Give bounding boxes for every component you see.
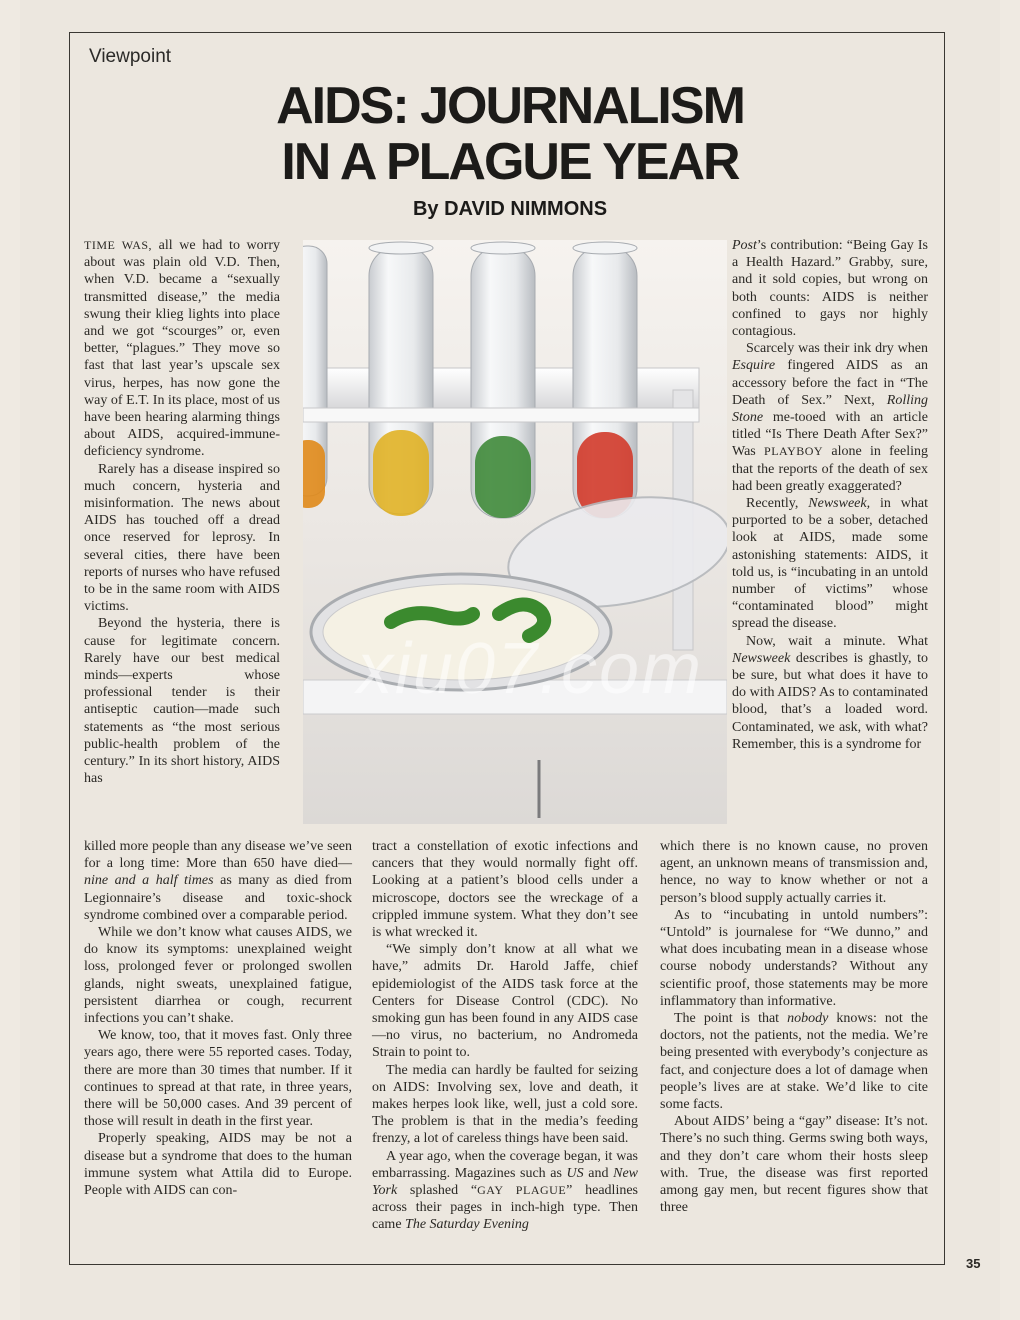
paragraph: The media can hardly be faulted for seizing on AIDS: Involving sex, love and death, it makes herpes look like, well, just a cold sore. The problem is that in the media’s feeding frenzy, a lot of careless things have been said. [372,1062,638,1147]
paragraph [732,495,928,633]
test-tube-green [471,242,535,518]
paragraph: While we don’t know what causes AIDS, we do know its symptoms: unexplained weight loss, prolonged fever or prolonged swollen glands, night sweats, unexplained fatigue, persistent diarrhea or cough, recurrent infections you can’t shake. [84,925,352,1027]
paragraph: About AIDS’ being a “gay” disease: It’s not. There’s no such thing. Germs swing both ways, and they don’t care whom their hosts sleep with. True, the disease was first reported among gay men, but recent figures show that three [660,1114,928,1216]
lead-in: TIME WAS, [84,238,153,252]
paragraph [84,237,280,461]
article-column-2 [84,838,352,1199]
paragraph-text: all we had to worry about was plain old V.D. Then, when V.D. became a “sexually transmitted disease,” the media swung their klieg lights into place and we got “scourges” or, even better, “plagues.” They move so fast that last year’s upscale sex virus, herpes, has now gone the way of E.T. In its place, most of us have been hearing alarming things about AIDS, acquired-immune-deficiency syndrome. [84,238,280,460]
emphasis: nine and a half times [84,873,214,889]
text: knows: not the doctors, not the patients, not the media. We’re being presented with everybody’s conjecture as fact, and conjecture does a lot of damage when people’s lives are at stake. We’d like to cite some facts. [660,1011,928,1113]
text: in what purported to be a sober, detached look at AIDS, made some astonishing statements: AIDS, it told us, is “incubating in an untold number of victims” whose “contaminated blood” might spread the disease. [732,496,928,632]
text: describes is ghastly, to be sure, but what does it have to do with AIDS? As to contaminated blood, that’s a loaded word. Contaminated, we ask, with what? Remember, this is a syndrome for [732,650,928,752]
test-tube-orange [303,246,327,508]
magazine-title: New York [372,1165,638,1199]
culture-growth [391,613,473,622]
article-column-3 [372,838,638,1234]
text: Now, wait a minute. What [746,633,928,649]
paragraph: We know, too, that it moves fast. Only three years ago, there were 55 reported cases. Today, there are more than 30 times that number. If it continues to spread at that rate, in three years, there will be 50,000 cases. And 39 percent of those will result in death in the first year. [84,1028,352,1130]
paragraph: tract a constellation of exotic infections and cancers that they would normally fight off. Looking at a patient’s blood cells under a microscope, doctors see the wreckage of a crippled immune system. What they don’t see is what wrecked it. [372,839,638,941]
paragraph: Rarely has a disease inspired so much concern, hysteria and misinformation. The news about AIDS has touched off a dread once reserved for leprosy. In several cities, there have been reports of nurses who have refused to be in the same room with AIDS victims. [84,461,280,615]
paragraph: “We simply don’t know at all what we have,” admits Dr. Harold Jaffe, chief epidemiologist of the AIDS task force at the Centers for Disease Control (CDC). No smoking gun has been found in any AIDS case—no virus, no bacterium, no Andromeda Strain to point to. [372,942,638,1061]
magazine-title: Newsweek, [808,496,871,512]
text: ” headlines across their pages in inch-high type. Then came [372,1183,638,1233]
magazine-title: Esquire [732,358,776,374]
headline [140,78,880,190]
paragraph: As to “incubating in untold numbers”: “Untold” is journalese for “We dunno,” and what does incubating mean in a disease whose course nobody understands? Without any scientific proof, those statements may be more inflammatory than informative. [660,907,928,1009]
headline-line-1: AIDS: JOURNALISM [276,77,744,135]
text: and [583,1165,614,1181]
paragraph [660,1010,928,1113]
paragraph: Properly speaking, AIDS may be not a disease but a syndrome that does to the human immune system what Attila did to Europe. People with AIDS can con- [84,1131,352,1199]
text: alone in feeling that the reports of the death of sex had been greatly exaggerated? [732,444,928,494]
page-number: 35 [966,1256,981,1271]
section-label: Viewpoint [89,46,172,67]
text: as many as died from Legionnaire’s disease and toxic-shock syndrome combined over a comparable period. [84,873,352,923]
rack-front-rail [303,408,699,422]
test-tube-red [573,242,637,518]
magazine-title: US [566,1165,584,1181]
paragraph-text: ’s contribution: “Being Gay Is a Health Hazard.” Grabby, sure, and it sold copies, but wrong on both counts: AIDS is neither confined to gays nor highly contagious. [732,238,928,340]
test-tube-yellow [369,242,433,516]
magazine-title: Newsweek [732,650,791,666]
text: splashed “ [397,1183,478,1199]
headline-quote: GAY PLAGUE [477,1183,567,1198]
paragraph [372,1148,638,1234]
text: killed more people than any disease we’ve seen for a long time: More than 650 have died— [84,839,352,872]
text: Recently, [746,496,809,512]
text: me-tooed with an article titled “Is There Death After Sex?” Was [732,410,928,460]
text: A year ago, when the coverage began, it was embarrassing. Magazines such as [372,1148,638,1181]
magazine-title: Post [732,238,757,253]
text: The point is that [674,1011,788,1027]
test-tube-illustration [303,240,727,824]
paragraph: Beyond the hysteria, there is cause for legitimate concern. Rarely have our best medical minds—experts whose professional tender is their antiseptic caution—made such statements as “the most serious public-health problem of the century.” In its short history, AIDS has [84,616,280,787]
magazine-title: PLAYBOY [764,444,824,459]
paragraph [732,340,928,495]
byline: By DAVID NIMMONS [412,198,608,220]
magazine-title: Rolling Stone [732,392,928,426]
text: fingered AIDS as an accessory before the fact in “The Death of Sex.” Next, [732,358,928,408]
headline-line-2: IN A PLAGUE YEAR [281,133,739,191]
magazine-title: The Saturday Evening [405,1217,529,1233]
paragraph [84,838,352,924]
text: Scarcely was their ink dry when [746,341,928,357]
paragraph: which there is no known cause, no proven agent, an unknown means of transmission and, hence, no way to know whether or not a person’s blood supply actually carries it. [660,839,928,906]
watermark: xiu07.com [356,629,704,709]
emphasis: nobody [787,1011,829,1027]
paragraph [732,237,928,340]
article-column-5 [660,838,928,1216]
